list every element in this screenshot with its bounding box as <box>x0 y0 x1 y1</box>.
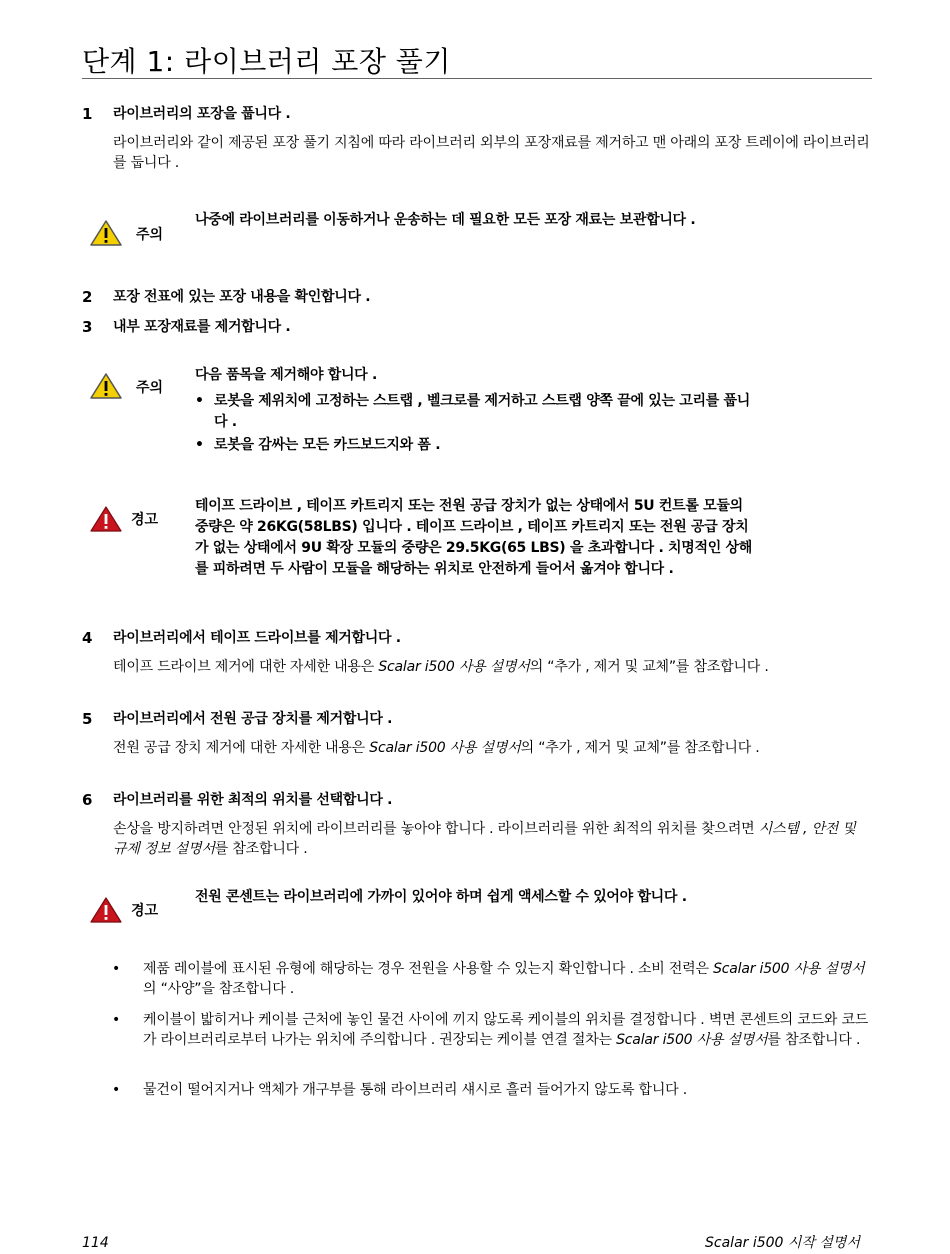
caution-block <box>195 365 755 458</box>
caution-label: 주의 <box>136 380 164 396</box>
step-heading: 라이브러리의 포장을 풉니다 . <box>113 106 291 122</box>
doc-reference: Scalar i500 사용 설명서 <box>378 659 530 675</box>
title-divider <box>82 78 872 79</box>
step-number: 2 <box>82 288 93 306</box>
step-heading: 포장 전표에 있는 포장 내용을 확인합니다 . <box>113 289 371 305</box>
step-heading: 라이브러리를 위한 최적의 위치를 선택합니다 . <box>113 792 393 808</box>
warning-triangle-icon <box>89 896 123 924</box>
step-body: 전원 공급 장치 제거에 대한 자세한 내용은 Scalar i500 사용 설명서의 “추가 , 제거 및 교체”를 참조합니다 . <box>113 740 760 756</box>
bullet-marker: • <box>112 1082 121 1098</box>
step-number: 1 <box>82 105 93 123</box>
caution-item-list <box>195 391 755 456</box>
step-number: 5 <box>82 710 93 728</box>
list-item: 케이블이 밟히거나 케이블 근처에 놓인 물건 사이에 끼지 않도록 케이블의 위치를 결정합니다 . 벽면 콘센트의 코드와 코드가 라이브러리로부터 나가는 위치에 주의합니다 . 권장되는 케이블 연결 절차는 Scalar i500 사용 설명서를 참조합니다 . <box>143 1012 869 1048</box>
caution-triangle-icon <box>89 219 123 247</box>
doc-reference: Scalar i500 사용 설명서 <box>713 961 865 977</box>
step-heading: 라이브러리에서 전원 공급 장치를 제거합니다 . <box>113 711 393 727</box>
caution-item: • 로봇을 감싸는 모든 카드보드지와 폼 . <box>195 435 755 456</box>
caution-triangle-icon <box>89 372 123 400</box>
step-number: 6 <box>82 791 93 809</box>
warning-triangle-icon <box>89 505 123 533</box>
footer-doc-title: Scalar i500 시작 설명서 <box>705 1235 860 1251</box>
bullet-marker: • <box>112 1012 121 1028</box>
caution-item: • 로봇을 제위치에 고정하는 스트랩 , 벨크로를 제거하고 스트랩 양쪽 끝에 있는 고리를 풉니다 . <box>195 391 755 433</box>
doc-reference: Scalar i500 사용 설명서 <box>616 1032 768 1048</box>
warning-text: 전원 콘센트는 라이브러리에 가까이 있어야 하며 쉽게 액세스할 수 있어야 합니다 . <box>195 889 687 905</box>
step-number: 3 <box>82 318 93 336</box>
step-body: 손상을 방지하려면 안정된 위치에 라이브러리를 놓아야 합니다 . 라이브러리를 위한 최적의 위치를 찾으려면 시스템 , 안전 및 규제 정보 설명서를 참조합니다 . <box>113 821 856 857</box>
warning-label: 경고 <box>131 903 159 919</box>
footer-page-number: 114 <box>82 1235 109 1251</box>
page-title: 단계 1: 라이브러리 포장 풀기 <box>82 45 451 78</box>
warning-text: 테이프 드라이브 , 테이프 카트리지 또는 전원 공급 장치가 없는 상태에서 5U 컨트롤 모듈의 중량은 약 26KG(58LBS) 입니다 . 테이프 드라이브 , 테이프 카트리지 또는 전원 공급 장치가 없는 상태에서 9U 확장 모듈의 중량은 29.5KG(65 LBS) 을 초과합니다 . 치명적인 상해를 피하려면 두 사람이 모듈을 해당하는 위치로 안전하게 들어서 옮겨야 합니다 . <box>195 498 752 577</box>
caution-label: 주의 <box>136 227 164 243</box>
doc-reference: 시스템 , 안전 및 규제 정보 설명서 <box>113 821 856 857</box>
step-heading: 라이브러리에서 테이프 드라이브를 제거합니다 . <box>113 630 401 646</box>
step-body: 라이브러리와 같이 제공된 포장 풀기 지침에 따라 라이브러리 외부의 포장재료를 제거하고 맨 아래의 포장 트레이에 라이브러리를 둡니다 . <box>113 135 870 171</box>
warning-label: 경고 <box>131 512 159 528</box>
step-heading: 내부 포장재료를 제거합니다 . <box>113 319 291 335</box>
doc-reference: Scalar i500 사용 설명서 <box>369 740 521 756</box>
bullet-marker: • <box>112 961 121 977</box>
step-number: 4 <box>82 629 93 647</box>
list-item: 물건이 떨어지거나 액체가 개구부를 통해 라이브러리 섀시로 흘러 들어가지 않도록 합니다 . <box>143 1082 687 1098</box>
step-body: 테이프 드라이브 제거에 대한 자세한 내용은 Scalar i500 사용 설명서의 “추가 , 제거 및 교체”를 참조합니다 . <box>113 659 769 675</box>
list-item: 제품 레이블에 표시된 유형에 해당하는 경우 전원을 사용할 수 있는지 확인합니다 . 소비 전력은 Scalar i500 사용 설명서의 “사양”을 참조합니다 . <box>143 961 865 997</box>
caution-text: 나중에 라이브러리를 이동하거나 운송하는 데 필요한 모든 포장 재료는 보관합니다 . <box>195 212 696 228</box>
caution-intro: 다음 품목을 제거해야 합니다 . <box>195 367 378 383</box>
